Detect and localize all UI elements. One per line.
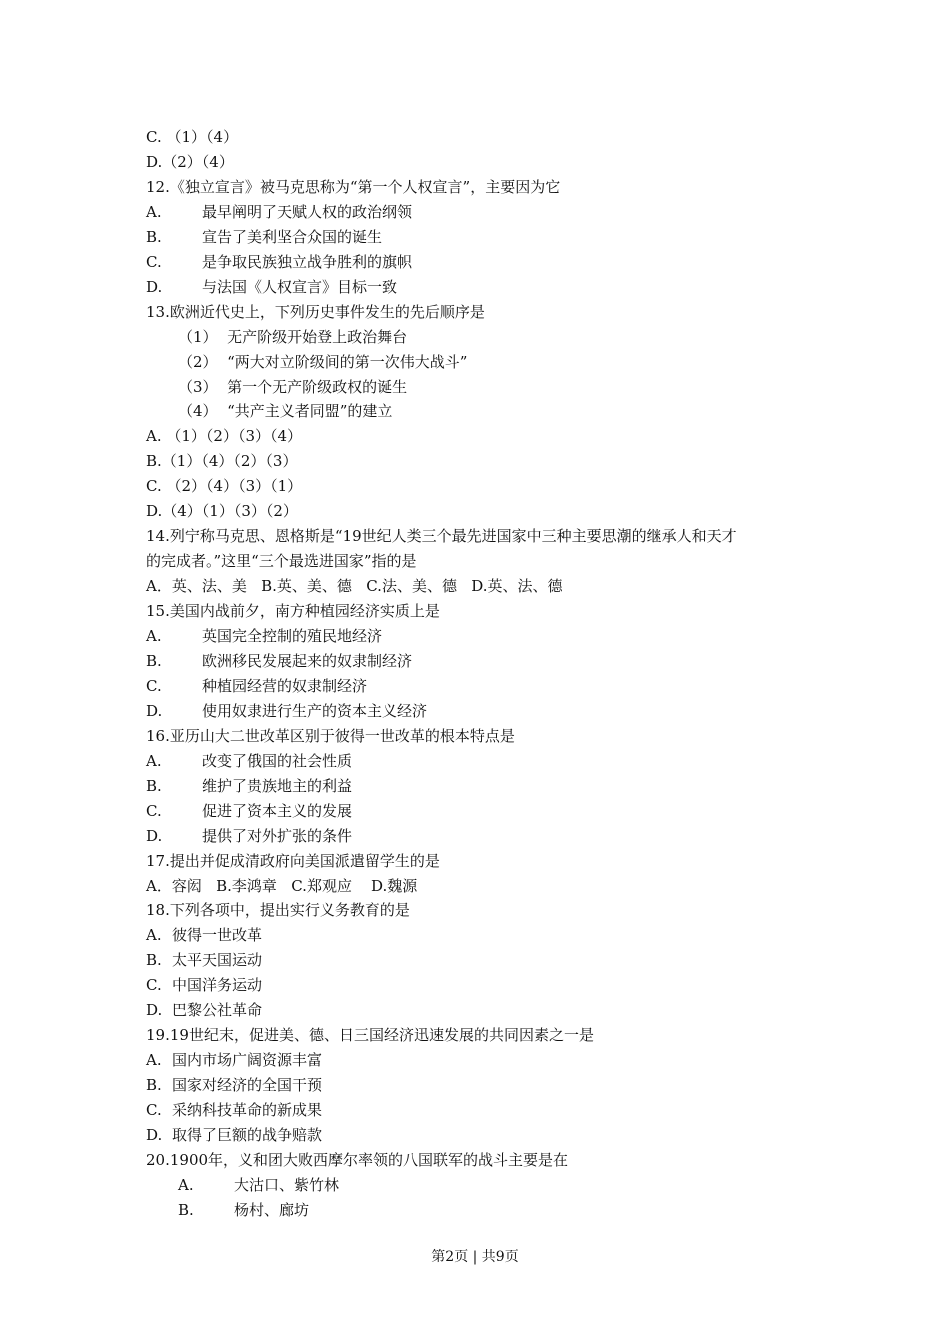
line-text: （4） “共产主义者同盟”的建立 <box>178 402 393 421</box>
line-text: 17.提出并促成清政府向美国派遣留学生的是 <box>146 851 440 870</box>
text-line <box>178 375 407 400</box>
option-label: D. <box>146 1001 163 1020</box>
option-line <box>146 923 262 948</box>
text-line <box>146 898 410 923</box>
line-text: 维护了贵族地主的利益 <box>202 776 353 795</box>
option-label: B. <box>146 227 162 246</box>
text-line <box>146 599 440 624</box>
line-text: 中国洋务运动 <box>172 976 263 995</box>
line-text: （2） “两大对立阶级间的第一次伟大战斗” <box>178 352 468 371</box>
text-line <box>146 849 440 874</box>
option-label: D. <box>146 701 163 720</box>
line-text: B.（1）（4）（2）（3） <box>146 452 298 471</box>
option-label: A. <box>146 202 162 221</box>
option-label: D. <box>146 277 163 296</box>
line-text: 欧洲移民发展起来的奴隶制经济 <box>202 651 413 670</box>
page-footer: 第2页 | 共9页 <box>431 1249 519 1265</box>
line-text: 最早阐明了天赋人权的政治纲领 <box>202 202 413 221</box>
line-text: 13.欧洲近代史上，下列历史事件发生的先后顺序是 <box>146 302 485 321</box>
option-line <box>146 624 382 649</box>
option-label: B. <box>146 651 162 670</box>
option-line <box>146 275 397 300</box>
line-text: 英国完全控制的殖民地经济 <box>202 627 383 645</box>
option-line <box>146 649 412 674</box>
line-text: 大沽口、紫竹林 <box>234 1175 340 1194</box>
line-text: （1） 无产阶级开始登上政治舞台 <box>178 327 408 346</box>
line-text: 20.1900年，义和团大败西摩尔率领的八国联军的战斗主要是在 <box>146 1150 569 1169</box>
option-line <box>146 799 352 824</box>
line-text: C. （2）（4）（3）（1） <box>146 477 303 496</box>
line-text: 16.亚历山大二世改革区别于彼得一世改革的根本特点是 <box>146 726 515 745</box>
line-text: （3） 第一个无产阶级政权的诞生 <box>178 377 408 396</box>
text-line <box>146 300 485 325</box>
text-line <box>146 549 417 574</box>
option-line <box>146 1098 322 1123</box>
line-text: 采纳科技革命的新成果 <box>172 1101 323 1120</box>
line-text: 国内市场广阔资源丰富 <box>172 1051 323 1070</box>
line-text: 改变了俄国的社会性质 <box>202 751 353 770</box>
option-label: C. <box>146 801 162 820</box>
option-label: D. <box>146 826 163 845</box>
line-text: 14.列宁称马克思、恩格斯是“19世纪人类三个最先进国家中三种主要思潮的继承人和天才 <box>146 527 737 546</box>
text-line <box>146 125 238 150</box>
option-line <box>146 225 382 250</box>
text-line <box>146 524 737 549</box>
text-line <box>178 399 392 424</box>
option-line <box>146 973 262 998</box>
option-label: B. <box>146 776 162 795</box>
line-text: A．英、法、美 B.英、美、德 C.法、美、德 D.英、法、德 <box>146 577 563 596</box>
line-text: 12.《独立宣言》被马克思称为“第一个人权宣言”，主要因为它 <box>146 177 561 196</box>
option-label: B. <box>146 951 162 970</box>
line-text: 国家对经济的全国干预 <box>172 1076 323 1095</box>
text-line <box>146 874 417 899</box>
option-label: C. <box>146 976 162 995</box>
option-label: C. <box>146 676 162 695</box>
option-line <box>146 998 262 1023</box>
option-label: C. <box>146 1101 162 1120</box>
option-line <box>146 1073 322 1098</box>
option-line <box>146 699 427 724</box>
line-text: 的完成者。”这里“三个最选进国家”指的是 <box>146 552 417 571</box>
text-line <box>146 574 563 599</box>
text-line <box>146 724 515 749</box>
line-text: D.（4）（1）（3）（2） <box>146 502 298 521</box>
line-text: 巴黎公社革命 <box>172 1001 263 1020</box>
line-text: 宣告了美利坚合众国的诞生 <box>202 227 383 246</box>
text-line <box>178 325 407 350</box>
text-line <box>146 499 298 524</box>
line-text: 是争取民族独立战争胜利的旗帜 <box>202 252 413 271</box>
line-text: 彼得一世改革 <box>172 926 263 945</box>
option-label: A. <box>146 751 162 770</box>
option-label: A. <box>178 1175 194 1194</box>
line-text: C. （1）（4） <box>146 128 239 146</box>
line-text: A. （1）（2）（3）（4） <box>146 427 303 446</box>
line-text: 太平天国运动 <box>172 951 263 970</box>
option-label: A. <box>146 627 162 645</box>
option-line <box>146 1048 322 1073</box>
option-line <box>146 824 352 849</box>
option-label: B. <box>178 1200 194 1219</box>
option-line <box>146 1123 322 1148</box>
option-line <box>146 749 352 774</box>
text-line <box>146 449 297 474</box>
line-text: 18.下列各项中，提出实行义务教育的是 <box>146 901 410 920</box>
line-text: 15.美国内战前夕，南方种植园经济实质上是 <box>146 602 440 621</box>
line-text: D.（2）（4） <box>146 152 234 171</box>
option-label: D. <box>146 1126 163 1144</box>
text-line <box>178 350 467 375</box>
option-label: A. <box>146 926 162 945</box>
option-line <box>146 774 352 799</box>
text-line <box>146 1148 568 1173</box>
line-text: 取得了巨额的战争赔款 <box>172 1126 323 1144</box>
line-text: 与法国《人权宣言》目标一致 <box>202 277 398 296</box>
option-label: C. <box>146 252 162 271</box>
option-line <box>146 674 367 699</box>
line-text: A．容闳 B.李鸿章 C.郑观应 D.魏源 <box>146 876 418 895</box>
line-text: 19.19世纪末，促进美、德、日三国经济迅速发展的共同因素之一是 <box>146 1026 594 1045</box>
option-line <box>178 1198 309 1223</box>
line-text: 种植园经营的奴隶制经济 <box>202 676 368 695</box>
line-text: 提供了对外扩张的条件 <box>202 826 353 845</box>
text-line <box>146 1023 594 1048</box>
line-text: 杨村、廊坊 <box>234 1200 310 1219</box>
text-line <box>146 474 302 499</box>
line-text: 使用奴隶进行生产的资本主义经济 <box>202 701 428 720</box>
option-line <box>178 1173 339 1198</box>
option-label: A. <box>146 1051 162 1070</box>
text-line <box>146 150 234 175</box>
option-line <box>146 948 262 973</box>
option-line <box>146 250 412 275</box>
option-label: B. <box>146 1076 162 1095</box>
line-text: 促进了资本主义的发展 <box>202 801 353 820</box>
text-line <box>146 424 302 449</box>
text-line <box>146 175 560 200</box>
option-line <box>146 200 412 225</box>
